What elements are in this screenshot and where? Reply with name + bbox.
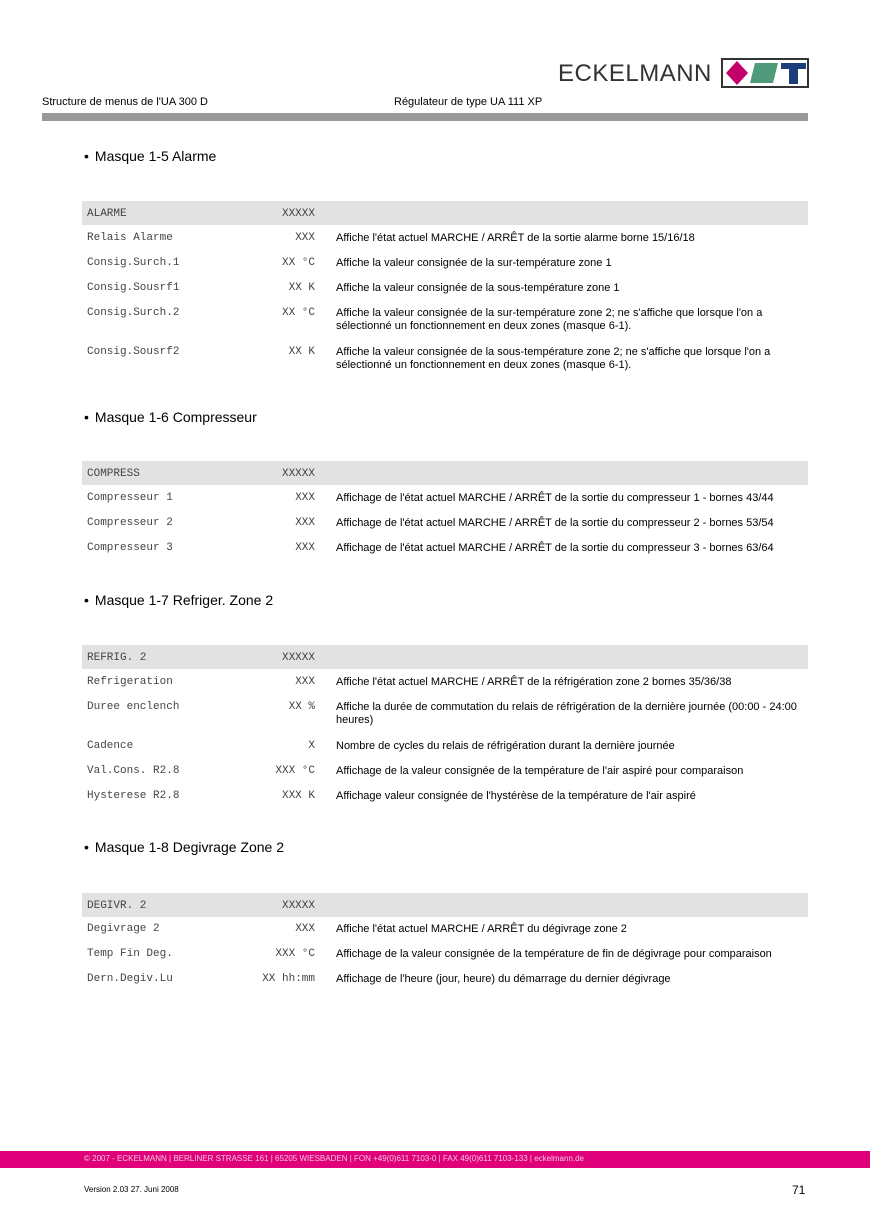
table-header-row: [82, 645, 808, 669]
header-document-title: Structure de menus de l'UA 300 D: [42, 96, 208, 108]
section-title: • Masque 1-5 Alarme: [84, 148, 217, 164]
footer-bar: [0, 1151, 870, 1168]
menu-name: REFRIG. 2: [87, 652, 147, 664]
menu-value: XXXXX: [281, 468, 315, 480]
menu-name: ALARME: [87, 208, 127, 220]
bullet-icon: •: [84, 592, 89, 608]
footer-contact: © 2007 - ECKELMANN | BERLINER STRASSE 161 | 65205 WIESBADEN | FON +49(0)611 7103-0 | FAX 49(0)611 7103-133 | eckelmann.de: [84, 1154, 585, 1163]
bullet-icon: •: [84, 409, 89, 425]
header-device-type: Régulateur de type UA 111 XP: [394, 96, 543, 108]
version-info: Version 2.03 27. Juni 2008: [84, 1185, 179, 1194]
table-header-row: [82, 461, 808, 485]
header-divider: [42, 113, 808, 121]
table-header-row: [82, 893, 808, 917]
bullet-icon: •: [84, 839, 89, 855]
logo-wordmark: ECKELMANN: [558, 60, 712, 87]
logo-mark-icon: [721, 58, 809, 88]
menu-name: DEGIVR. 2: [87, 900, 147, 912]
page-number: 71: [792, 1183, 806, 1197]
eckelmann-logo: [558, 58, 810, 88]
table-header-row: [82, 201, 808, 225]
menu-name: COMPRESS: [87, 468, 140, 480]
menu-value: XXXXX: [281, 652, 315, 664]
bullet-icon: •: [84, 148, 89, 164]
section-title: • Masque 1-8 Degivrage Zone 2: [84, 839, 285, 855]
menu-value: XXXXX: [281, 900, 315, 912]
section-title: • Masque 1-6 Compresseur: [84, 409, 257, 425]
menu-value: XXXXX: [281, 208, 315, 220]
section-title: • Masque 1-7 Refriger. Zone 2: [84, 592, 274, 608]
